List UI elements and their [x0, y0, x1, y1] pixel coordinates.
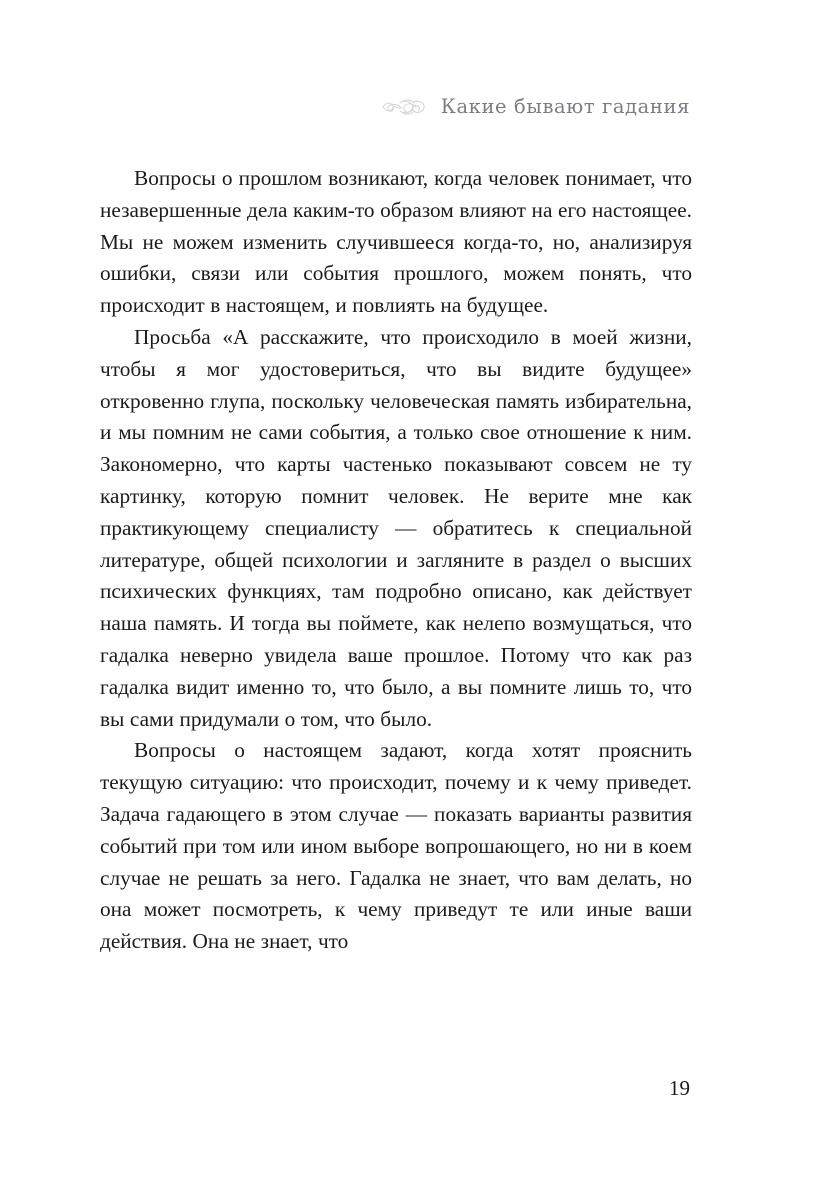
- page-number: 19: [669, 1076, 690, 1100]
- paragraph: Просьба «А расскажите, что происходило в моей жизни, чтобы я мог удостовериться, что вы видите будущее» откровенно глупа, поскольку человеческая память избирательна, и мы помним не сами события, а только свое отношение к ним. Закономерно, что карты частенько показывают совсем не ту картинку, которую помнит человек. Не верите мне как практикующему специалисту — обратитесь к специальной литературе, общей психологии и загляните в раздел о высших психических функциях, там подробно описано, как действует наша память. И тогда вы поймете, как нелепо возмущаться, что гадалка неверно увидела ваше прошлое. Потому что как раз гадалка видит именно то, что было, а вы помните лишь то, что вы сами придумали о том, что было.: [100, 324, 692, 731]
- running-head: [0, 90, 690, 124]
- celtic-knot-ornament: [381, 96, 427, 118]
- paragraph: Вопросы о настоящем задают, когда хотят прояснить текущую ситуацию: что происходит, почему и к чему приведет. Задача гадающего в этом случае — показать варианты развития событий при том или ином выборе вопрошающего, но ни в коем случае не решать за него. Гадалка не знает, что вам делать, но она может посмотреть, к чему приведут те или иные ваши действия. Она не знает, что: [100, 738, 692, 954]
- body-text-column: [100, 163, 692, 958]
- paragraph: Вопросы о прошлом возникают, когда человек понимает, что незавершенные дела каким-то образом влияют на его настоящее. Мы не можем изменить случившееся когда-то, но, анализируя ошибки, связи или события прошлого, можем понять, что происходит в настоящем, и повлиять на будущее.: [100, 166, 692, 318]
- running-head-title: Какие бывают гадания: [440, 95, 690, 119]
